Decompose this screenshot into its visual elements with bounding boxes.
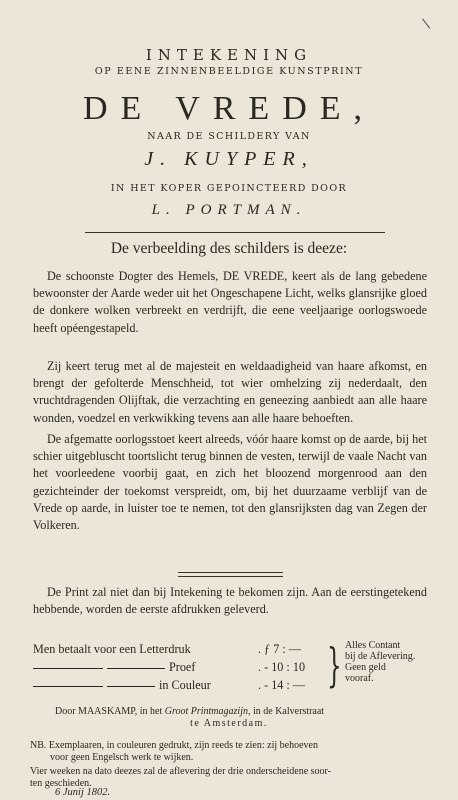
price-label-letterdruk: Men betaalt voor een Letterdruk <box>33 642 191 656</box>
title-engraved-by: IN HET KOPER GEPOINCTEERD DOOR <box>110 183 348 194</box>
delivery-note-line-2: ten geschieden. <box>30 778 92 789</box>
corner-pencil-mark: \ <box>421 15 432 33</box>
publisher-city: te Amsterdam. <box>190 718 268 729</box>
document-date: 6 Junij 1802. <box>55 787 111 798</box>
payment-note-3: Geen geld <box>345 662 386 673</box>
title-main: DE VREDE, <box>82 90 376 127</box>
double-rule-top <box>178 572 283 573</box>
dash-rule <box>33 686 103 687</box>
paragraph-subscription: De Print zal niet dan bij Intekening te bekomen zijn. Aan de eerstingetekend hebbende, worden de eerste afdrukken geleverd. <box>33 585 427 617</box>
paragraph-1: De schoonste Dogter des Hemels, DE VREDE, keert als de lang gebedene bewoonster der Aarde weder uit het Ongeschapene Licht, welks glansrijke gloed de donkere wolken verbreekt en verdrijft, die eene veeljaarige oorlogswoede heeft opéengestapeld. <box>33 269 427 335</box>
paragraph-2: Zij keert terug met al de majesteit en weldaadigheid van haare afkomst, en brengt der gefolterde Menschheid, tot wier omhelzing zij nederdaalt, den vruchtdragenden Olijftak, die verzachting en geneezing aanbiedt aan alle haare wonden, voedzel en verkwikking tevens aan alle haare behoeften. <box>33 359 427 425</box>
title-painter: J. KUYPER, <box>144 148 314 170</box>
publisher-suffix: , in de Kalverstraat <box>247 706 325 717</box>
nb-note-line-2: voor geen Engelsch werk te wijken. <box>50 752 194 763</box>
price-amount-letterdruk: . ƒ 7 : — <box>258 642 301 656</box>
price-label-text: Proef <box>169 660 196 674</box>
price-label-couleur <box>33 678 211 693</box>
divider-rule <box>85 232 385 233</box>
title-after-painting: NAAR DE SCHILDERY VAN <box>147 131 311 142</box>
price-label-proef <box>33 660 195 675</box>
payment-note-1: Alles Contant <box>345 640 401 651</box>
nb-note-line-1: NB. Exemplaaren, in couleuren gedrukt, zijn reeds te zien: zij behoeven <box>30 740 318 751</box>
curly-brace-icon: } <box>327 638 342 692</box>
title-subtitle: OP EENE ZINNENBEELDIGE KUNSTPRINT <box>94 66 364 77</box>
title-intekening: INTEKENING <box>145 46 313 64</box>
double-rule-bottom <box>178 576 283 577</box>
dash-rule <box>107 686 155 687</box>
publisher-prefix: Door MAASKAMP, in het <box>55 706 165 717</box>
dash-rule <box>107 668 165 669</box>
price-amount-couleur: . - 14 : — <box>258 678 306 692</box>
dash-rule <box>33 668 103 669</box>
publisher-shop: Groot Printmagazijn <box>164 706 248 717</box>
section-heading: De verbeelding des schilders is deeze: <box>110 240 348 257</box>
payment-note-4: vooraf. <box>345 673 374 684</box>
paragraph-3: De afgematte oorlogsstoet keert alreeds, vóór haare komst op de aarde, bij het schier uitgebluscht toortslicht terug binnen de vesten, terwijl de vaale Nacht van het voorleedene voorbij gaat, en zich het bloozend morgenrood aan den gezichteinder der toekomst verspreidt, om, bij het duurzaame verblijf van de Vrede op aarde, in luister toe te nemen, tot den glansrijksten dag van Zegen der Volkeren. <box>33 432 427 533</box>
title-engraver: L. PORTMAN. <box>151 202 307 218</box>
price-amount-proef: . - 10 : 10 <box>258 660 306 674</box>
publisher-line <box>55 706 324 717</box>
price-label-text: in Couleur <box>159 678 211 692</box>
delivery-note-line-1: Vier weeken na dato deezes zal de aflevering der drie onderscheidene soor- <box>30 766 331 777</box>
payment-note-2: bij de Aflevering. <box>345 651 416 662</box>
